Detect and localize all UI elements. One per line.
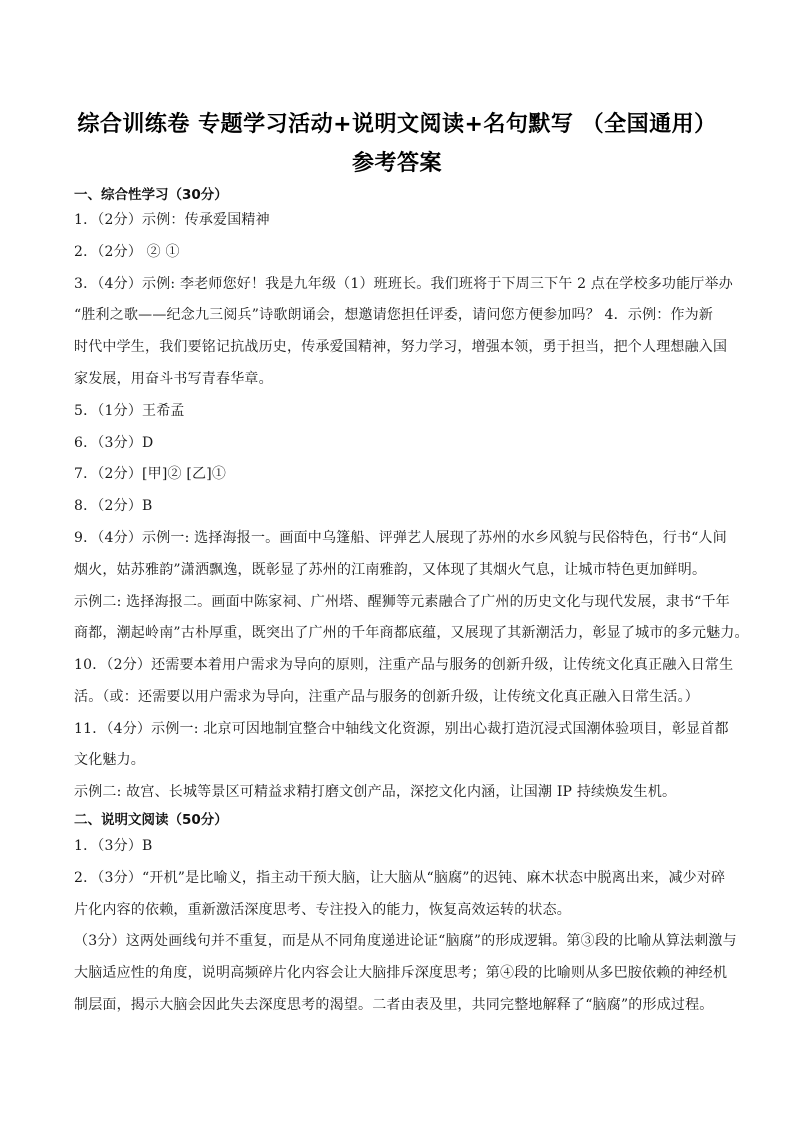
answer-q7: 7．（2分）[甲]② [乙]① <box>74 466 227 482</box>
answer-q10-line2: 活。（或：还需要以用户需求为导向，注重产品与服务的创新升级，让传统文化真正融入日常生活。） <box>74 689 699 705</box>
answer-r2-line1: 2．（3分）“开机”是比喻义，指主动干预大脑，让大脑从“脑腐”的迟钝、麻木状态中脱离出来，减少对碎 <box>74 870 726 886</box>
section-heading-expository-reading: 二、说明文阅读（50分） <box>74 812 228 828</box>
answer-q10-line1: 10．（2分）还需要本着用户需求为导向的原则，注重产品与服务的创新升级，让传统文化真正融入日常生 <box>74 657 734 673</box>
answer-q11-line1: 11．（4分）示例一: 北京可因地制宜整合中轴线文化资源，别出心裁打造沉浸式国潮体验项目，彰显首都 <box>74 721 729 737</box>
answer-r2-line2: 片化内容的依赖，重新激活深度思考、专注投入的能力，恢复高效运转的状态。 <box>74 902 571 918</box>
answer-q1: 1．（2分）示例：传承爱国精神 <box>74 212 270 228</box>
answer-r3-line1: （3分）这两处画线句并不重复，而是从不同角度递进论证“脑腐”的形成逻辑。第③段的比喻从算法刺激与 <box>74 933 737 949</box>
answer-q9-line2: 烟火，姑苏雅韵”潇洒飘逸，既彰显了苏州的江南雅韵，又体现了其烟火气息，让城市特色更加鲜明。 <box>74 562 707 578</box>
answer-q11-line2: 文化魅力。 <box>74 752 145 768</box>
document-title: 综合训练卷 专题学习活动+说明文阅读+名句默写 （全国通用） <box>77 112 717 137</box>
answer-q6: 6．（3分）D <box>74 435 154 451</box>
answer-q9-line3: 示例二: 选择海报二。画面中陈家祠、广州塔、醒狮等元素融合了广州的历史文化与现代发展，隶书“千年 <box>74 594 730 610</box>
answer-q9-line1: 9．（4分）示例一: 选择海报一。画面中乌篷船、评弹艺人展现了苏州的水乡风貌与民俗特色，行书“人间 <box>74 530 727 546</box>
answer-q8: 8．（2分）B <box>74 498 153 514</box>
answer-q2: 2．（2分） ② ① <box>74 244 180 260</box>
answer-q9-line4: 商都，潮起岭南”古朴厚重，既突出了广州的千年商都底蕴，又展现了其新潮活力，彰显了城市的多元魅力。 <box>74 625 749 641</box>
answer-q4-line2: 家发展，用奋斗书写青春华章。 <box>74 371 273 387</box>
answer-r3-line3: 制层面，揭示大脑会因此失去深度思考的渴望。二者由表及里，共同完整地解释了“脑腐”的形成过程。 <box>74 997 714 1013</box>
answer-q4-line1: 时代中学生，我们要铭记抗战历史，传承爱国精神，努力学习，增强本领，勇于担当，把个人理想融入国 <box>74 339 728 355</box>
answer-q11-line3: 示例二: 故宫、长城等景区可精益求精打磨文创产品，深挖文化内涵，让国潮 IP 持续焕发生机。 <box>74 784 677 800</box>
answer-r3-line2: 大脑适应性的角度，说明高频碎片化内容会让大脑排斥深度思考；第④段的比喻则从多巴胺依赖的神经机 <box>74 965 728 981</box>
answer-q3-line2: “胜利之歌——纪念九三阅兵”诗歌朗诵会，想邀请您担任评委，请问您方便参加吗？ 4．示例：作为新 <box>74 307 714 323</box>
answer-r1: 1．（3分）B <box>74 838 153 854</box>
answer-q5: 5．（1分）王希孟 <box>74 403 185 419</box>
answer-q3-line1: 3．（4分）示例: 李老师您好！我是九年级（1）班班长。我们班将于下周三下午 2 点在学校多功能厅举办 <box>74 276 733 292</box>
document-subtitle: 参考答案 <box>351 151 442 176</box>
section-heading-integrated-learning: 一、综合性学习（30分） <box>74 187 228 203</box>
